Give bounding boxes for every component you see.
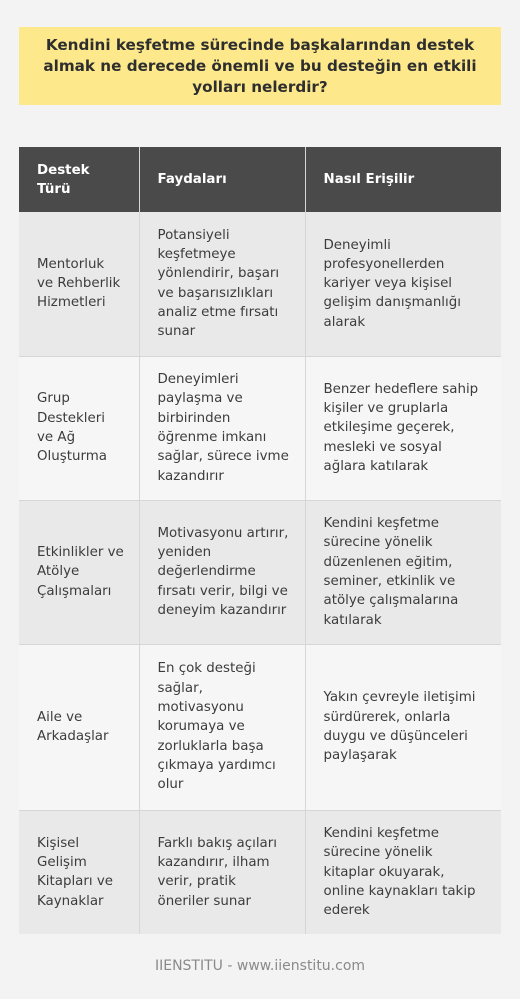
cell-benefits: Farklı bakış açıları kazandırır, ilham verir, pratik öneriler sunar xyxy=(139,810,305,934)
table-row xyxy=(19,644,501,810)
cell-support-type: Kişisel Gelişim Kitapları ve Kaynaklar xyxy=(19,810,139,934)
cell-support-type: Aile ve Arkadaşlar xyxy=(19,644,139,810)
cell-support-type: Grup Destekleri ve Ağ Oluşturma xyxy=(19,356,139,500)
cell-how-to-access: Yakın çevreyle iletişimi sürdürerek, onlarla duygu ve düşünceleri paylaşarak xyxy=(305,644,501,810)
question-title xyxy=(19,27,501,105)
cell-support-type: Etkinlikler ve Atölye Çalışmaları xyxy=(19,500,139,644)
cell-benefits: Potansiyeli keşfetmeye yönlendirir, başarı ve başarısızlıkları analiz etme fırsatı sunar xyxy=(139,212,305,356)
cell-benefits: Deneyimleri paylaşma ve birbirinden öğrenme imkanı sağlar, sürece ivme kazandırır xyxy=(139,356,305,500)
cell-how-to-access: Kendini keşfetme sürecine yönelik kitaplar okuyarak, online kaynakları takip ederek xyxy=(305,810,501,934)
header-support-type: Destek Türü xyxy=(19,147,139,212)
table-row xyxy=(19,500,501,644)
footer-attribution: IIENSTITU - www.iienstitu.com xyxy=(154,958,366,974)
table-row xyxy=(19,810,501,934)
table-header-row xyxy=(19,147,501,212)
table-row xyxy=(19,356,501,500)
header-how-to-access: Nasıl Erişilir xyxy=(305,147,501,212)
cell-support-type: Mentorluk ve Rehberlik Hizmetleri xyxy=(19,212,139,356)
question-text: Kendini keşfetme sürecinde başkalarından destek almak ne derecede önemli ve bu desteğin en etkili yolları nelerdir? xyxy=(43,35,477,96)
header-benefits: Faydaları xyxy=(139,147,305,212)
table-row xyxy=(19,212,501,356)
cell-how-to-access: Benzer hedeflere sahip kişiler ve gruplarla etkileşime geçerek, mesleki ve sosyal ağlara katılarak xyxy=(305,356,501,500)
support-table xyxy=(19,147,501,934)
cell-how-to-access: Kendini keşfetme sürecine yönelik düzenlenen eğitim, seminer, etkinlik ve atölye çalışmalarına katılarak xyxy=(305,500,501,644)
cell-how-to-access: Deneyimli profesyonellerden kariyer veya kişisel gelişim danışmanlığı alarak xyxy=(305,212,501,356)
cell-benefits: En çok desteği sağlar, motivasyonu korumaya ve zorluklarla başa çıkmaya yardımcı olur xyxy=(139,644,305,810)
cell-benefits: Motivasyonu artırır, yeniden değerlendirme fırsatı verir, bilgi ve deneyim kazandırır xyxy=(139,500,305,644)
